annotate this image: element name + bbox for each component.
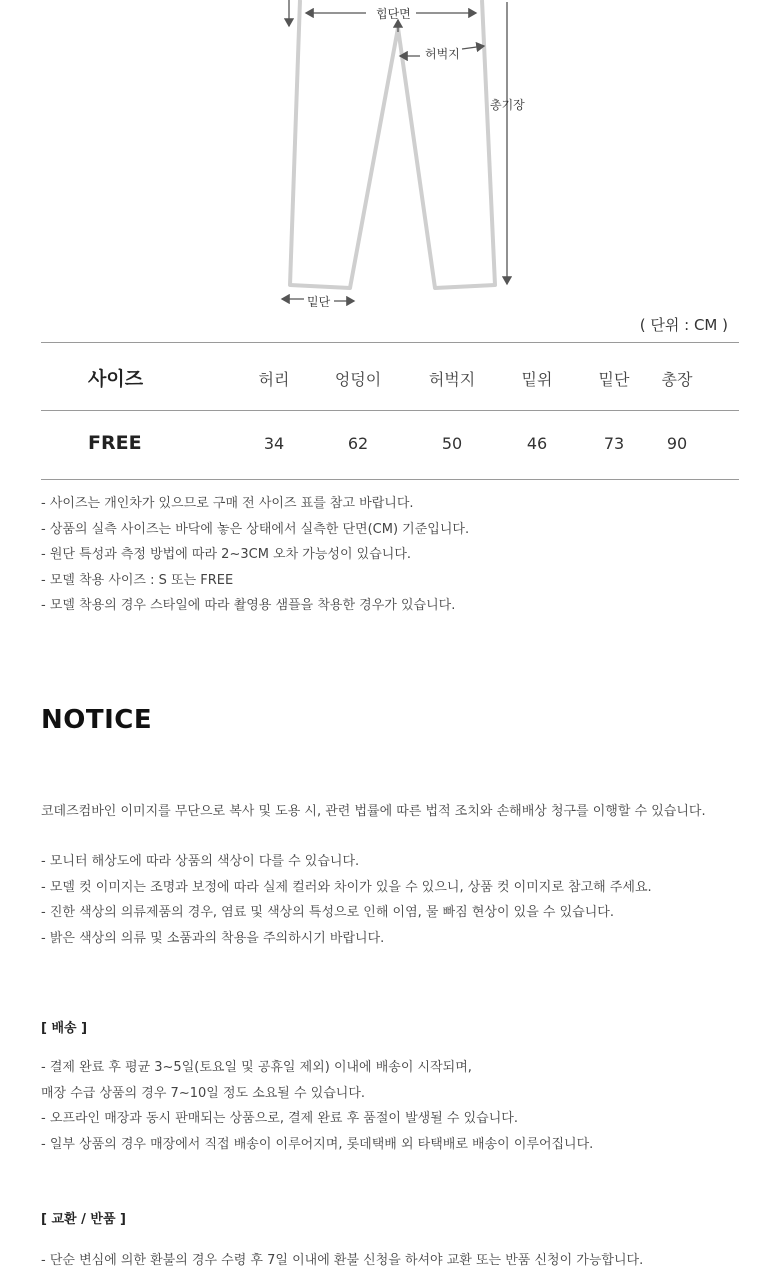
size-note: - 모델 착용 사이즈 : S 또는 FREE: [41, 572, 234, 588]
value-hip: 62: [347, 434, 369, 453]
notice-item: - 밝은 색상의 의류 및 소품과의 착용을 주의하시기 바랍니다.: [41, 930, 385, 946]
exchange-title: [ 교환 / 반품 ]: [41, 1212, 126, 1227]
size-notes: [41, 491, 469, 619]
col-header-hip: 엉덩이: [334, 370, 382, 389]
thigh-arrow-right: [462, 46, 484, 49]
col-header-hem: 밑단: [598, 370, 630, 389]
shipping-list: [41, 1055, 593, 1157]
size-row-label: FREE: [88, 432, 142, 454]
col-header-rise: 밑위: [521, 370, 553, 389]
notice-item: - 모니터 해상도에 따라 상품의 색상이 다를 수 있습니다.: [41, 854, 360, 869]
copyright-notice: 코데즈컴바인 이미지를 무단으로 복사 및 도용 시, 관련 법률에 따른 법적 조치와 손해배상 청구를 이행할 수 있습니다.: [41, 804, 706, 819]
table-bottom-rule: [41, 479, 739, 480]
value-length: 90: [666, 434, 688, 453]
size-note: - 사이즈는 개인차가 있으므로 구매 전 사이즈 표를 참고 바랍니다.: [41, 496, 414, 511]
hem-label: 밑단: [307, 295, 331, 309]
thigh-label: 허벅지: [425, 47, 460, 61]
col-header-length: 총장: [661, 370, 693, 389]
value-rise: 46: [526, 434, 548, 453]
col-header-thigh: 허벅지: [428, 370, 476, 389]
unit-note: ( 단위 : CM ): [639, 316, 728, 334]
shipping-line: - 오프라인 매장과 동시 판매되는 상품으로, 결제 완료 후 품절이 발생될 수 있습니다.: [41, 1111, 518, 1126]
size-note: - 모델 착용의 경우 스타일에 따라 촬영용 샘플을 착용한 경우가 있습니다.: [41, 598, 456, 613]
exchange-list: [41, 1248, 643, 1274]
hip-label: 힙단면: [376, 7, 411, 21]
shipping-line: - 일부 상품의 경우 매장에서 직접 배송이 이루어지며, 롯데택배 외 타택배로 배송이 이루어집니다.: [41, 1136, 594, 1152]
length-label: 총기장: [490, 98, 525, 112]
col-header-waist: 허리: [258, 370, 290, 389]
value-hem: 73: [603, 434, 625, 453]
pants-size-diagram: [0, 0, 780, 320]
notice-title: NOTICE: [41, 705, 153, 735]
shipping-title: [ 배송 ]: [41, 1021, 88, 1036]
value-waist: 34: [263, 434, 285, 453]
table-mid-rule: [41, 410, 739, 411]
shipping-line: - 결제 완료 후 평균 3~5일(토요일 및 공휴일 제외) 이내에 배송이 시작되며,: [41, 1060, 472, 1075]
size-note: - 상품의 실측 사이즈는 바닥에 놓은 상태에서 실측한 단면(CM) 기준입니다.: [41, 521, 470, 537]
table-top-rule: [41, 342, 739, 343]
value-thigh: 50: [441, 434, 463, 453]
notice-list: [41, 849, 652, 951]
size-header-label: 사이즈: [88, 368, 144, 390]
notice-item: - 모델 컷 이미지는 조명과 보정에 따라 실제 컬러와 차이가 있을 수 있으니, 상품 컷 이미지로 참고해 주세요.: [41, 879, 652, 895]
notice-item: - 진한 색상의 의류제품의 경우, 염료 및 색상의 특성으로 인해 이염, 물 빠짐 현상이 있을 수 있습니다.: [41, 905, 614, 920]
size-note: - 원단 특성과 측정 방법에 따라 2~3CM 오차 가능성이 있습니다.: [41, 547, 412, 562]
exchange-line: - 단순 변심에 의한 환불의 경우 수령 후 7일 이내에 환불 신청을 하셔야 교환 또는 반품 신청이 가능합니다.: [41, 1253, 644, 1268]
pants-outline: [290, 0, 495, 288]
shipping-line: 매장 수급 상품의 경우 7~10일 정도 소요될 수 있습니다.: [41, 1085, 366, 1101]
